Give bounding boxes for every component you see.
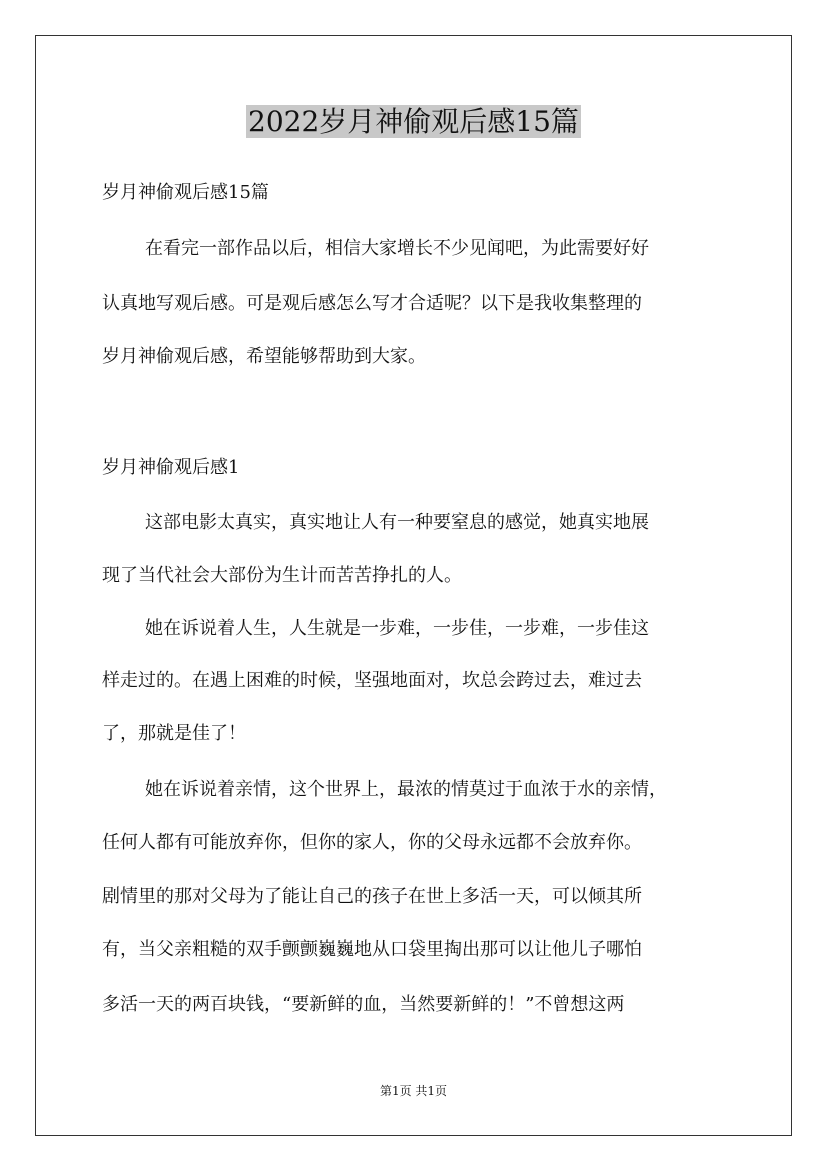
paragraph-line: 她在诉说着人生，人生就是一步难，一步佳，一步难，一步佳这 <box>145 618 649 639</box>
paragraph-line: 有，当父亲粗糙的双手颤颤巍巍地从口袋里掏出那可以让他儿子哪怕 <box>102 939 642 960</box>
intro-line: 在看完一部作品以后，相信大家增长不少见闻吧，为此需要好好 <box>145 238 649 259</box>
intro-line: 岁月神偷观后感，希望能够帮助到大家。 <box>102 346 426 367</box>
paragraph-line: 剧情里的那对父母为了能让自己的孩子在世上多活一天，可以倾其所 <box>102 886 642 907</box>
document-title-text: 2022岁月神偷观后感15篇 <box>248 105 579 138</box>
paragraph-line: 她在诉说着亲情，这个世界上，最浓的情莫过于血浓于水的亲情， <box>145 779 667 800</box>
paragraph-line: 了，那就是佳了！ <box>102 723 246 744</box>
paragraph-line: 样走过的。在遇上困难的时候，坚强地面对，坎总会跨过去，难过去 <box>102 670 642 691</box>
paragraph-line: 这部电影太真实，真实地让人有一种要窒息的感觉，她真实地展 <box>145 512 649 533</box>
paragraph-line: 多活一天的两百块钱，“要新鲜的血，当然要新鲜的！”不曾想这两 <box>102 994 625 1015</box>
paragraph-line: 现了当代社会大部份为生计而苦苦挣扎的人。 <box>102 565 462 586</box>
page-footer: 第1页 共1页 <box>379 1084 448 1098</box>
document-subtitle: 岁月神偷观后感15篇 <box>102 182 269 203</box>
intro-line: 认真地写观后感。可是观后感怎么写才合适呢？以下是我收集整理的 <box>102 293 642 314</box>
section-heading: 岁月神偷观后感1 <box>102 457 240 478</box>
paragraph-line: 任何人都有可能放弃你，但你的家人，你的父母永远都不会放弃你。 <box>102 832 642 853</box>
document-title <box>0 100 827 144</box>
